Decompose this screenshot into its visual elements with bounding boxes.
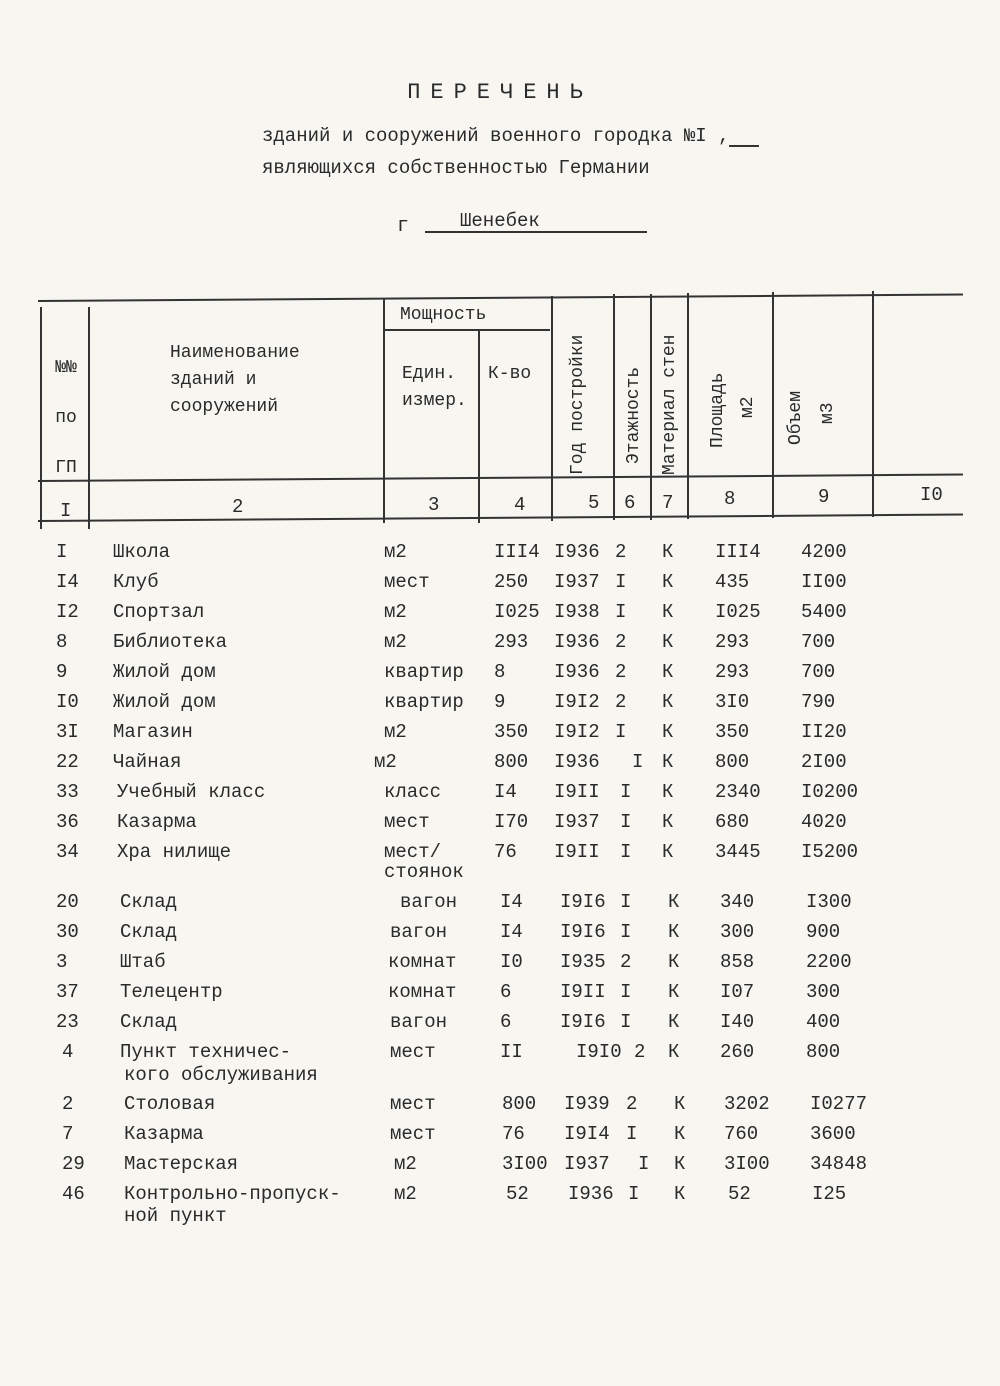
table-row: 4 Пункт техничес- мест II I9I0 2 К 260 800 xyxy=(62,1041,841,1063)
colnum-2: 2 xyxy=(232,496,244,518)
table-row: 29 Мастерская м2 3I00 I937 I К 3I00 34848 xyxy=(62,1153,868,1175)
table-row: 2 Столовая мест 800 I939 2 К 3202 I0277 xyxy=(62,1093,868,1115)
table-row: I Школа м2 III4 I936 2 К III4 4200 xyxy=(56,541,847,563)
city-label: г xyxy=(397,215,410,238)
header-col-name: Наименование зданий и сооружений xyxy=(170,343,300,417)
table-row: 34 Хра нилище мест/ 76 I9II I К 3445 I5200 xyxy=(56,841,859,863)
header-area: Площадь xyxy=(708,372,728,448)
header-floors: Этажность xyxy=(624,366,644,464)
table-row: 30 Склад вагон I4 I9I6 I К 300 900 xyxy=(56,921,841,943)
header-volume-unit: м3 xyxy=(818,402,838,424)
colnum-6: 6 xyxy=(624,492,636,514)
header-unit: Един. измер. xyxy=(402,364,467,411)
number-underline xyxy=(729,145,759,147)
col-line-4 xyxy=(551,296,553,521)
table-row: 23 Склад вагон 6 I9I6 I К I40 400 xyxy=(56,1011,841,1033)
city-name: Шенебек xyxy=(460,210,540,232)
name-second-line: ной пункт xyxy=(124,1205,227,1227)
colnum-10: I0 xyxy=(920,484,943,506)
document-title: ПЕРЕЧЕНЬ xyxy=(407,80,593,105)
table-row: 46 Контрольно-пропуск- м2 52 I936 I К 52 I25 xyxy=(62,1183,847,1205)
table-row: 9 Жилой дом квартир 8 I936 2 К 293 700 xyxy=(56,661,836,683)
colnum-7: 7 xyxy=(662,492,674,514)
header-year: Год постройки xyxy=(568,334,588,475)
table-row: 20 Склад вагон I4 I9I6 I К 340 I300 xyxy=(56,891,852,913)
document-subtitle xyxy=(262,120,730,184)
table-row: I4 Клуб мест 250 I937 I К 435 II00 xyxy=(56,571,847,593)
header-bottom-border xyxy=(38,474,963,482)
table-row: I2 Спортзал м2 I025 I938 I К I025 5400 xyxy=(56,601,847,623)
table-row: 33 Учебный класс класс I4 I9II I К 2340 I0200 xyxy=(56,781,859,803)
colnum-1: I xyxy=(60,500,72,522)
table-row: 37 Телецентр комнат 6 I9II I К I07 300 xyxy=(56,981,841,1003)
header-col-no: №№ по ГП xyxy=(55,358,77,478)
colnum-bottom-border xyxy=(38,514,963,522)
city-underline xyxy=(425,231,647,233)
subtitle-line-2: являющихся собственностью Германии xyxy=(262,157,650,179)
col-line-9 xyxy=(872,291,874,517)
colnum-4: 4 xyxy=(514,494,526,516)
col-line-5 xyxy=(613,294,615,520)
colnum-3: 3 xyxy=(428,494,440,516)
header-wall: Материал стен xyxy=(660,334,680,475)
table-row: 22 Чайная м2 800 I936 I К 800 2I00 xyxy=(56,751,847,773)
capacity-divider xyxy=(384,329,550,331)
table-row: 36 Казарма мест I70 I937 I К 680 4020 xyxy=(56,811,847,833)
header-area-unit: м2 xyxy=(738,396,758,418)
table-row: 3 Штаб комнат I0 I935 2 К 858 2200 xyxy=(56,951,852,973)
table-row: I0 Жилой дом квартир 9 I9I2 2 К 3I0 790 xyxy=(56,691,836,713)
name-second-line: кого обслуживания xyxy=(124,1064,318,1086)
col-line-3 xyxy=(478,330,480,523)
town-number: I xyxy=(695,125,707,147)
colnum-5: 5 xyxy=(588,492,600,514)
table-row: 3I Магазин м2 350 I9I2 I К 350 II20 xyxy=(56,721,847,743)
header-qty: К-во xyxy=(488,364,532,384)
col-line-2 xyxy=(383,299,385,523)
col-line-0 xyxy=(40,307,42,529)
col-line-8 xyxy=(772,292,774,518)
table-top-border xyxy=(38,294,963,302)
col-line-6 xyxy=(650,294,652,520)
header-volume: Объем xyxy=(786,390,806,445)
subtitle-line-1: зданий и сооружений военного городка №I , xyxy=(262,125,730,147)
colnum-9: 9 xyxy=(818,486,830,508)
col-line-7 xyxy=(687,293,689,519)
header-capacity: Мощность xyxy=(400,305,487,325)
colnum-8: 8 xyxy=(724,488,736,510)
col-line-1 xyxy=(88,307,90,529)
unit-second-line: стоянок xyxy=(384,861,464,883)
table-row: 7 Казарма мест 76 I9I4 I К 760 3600 xyxy=(62,1123,856,1145)
table-row: 8 Библиотека м2 293 I936 2 К 293 700 xyxy=(56,631,836,653)
